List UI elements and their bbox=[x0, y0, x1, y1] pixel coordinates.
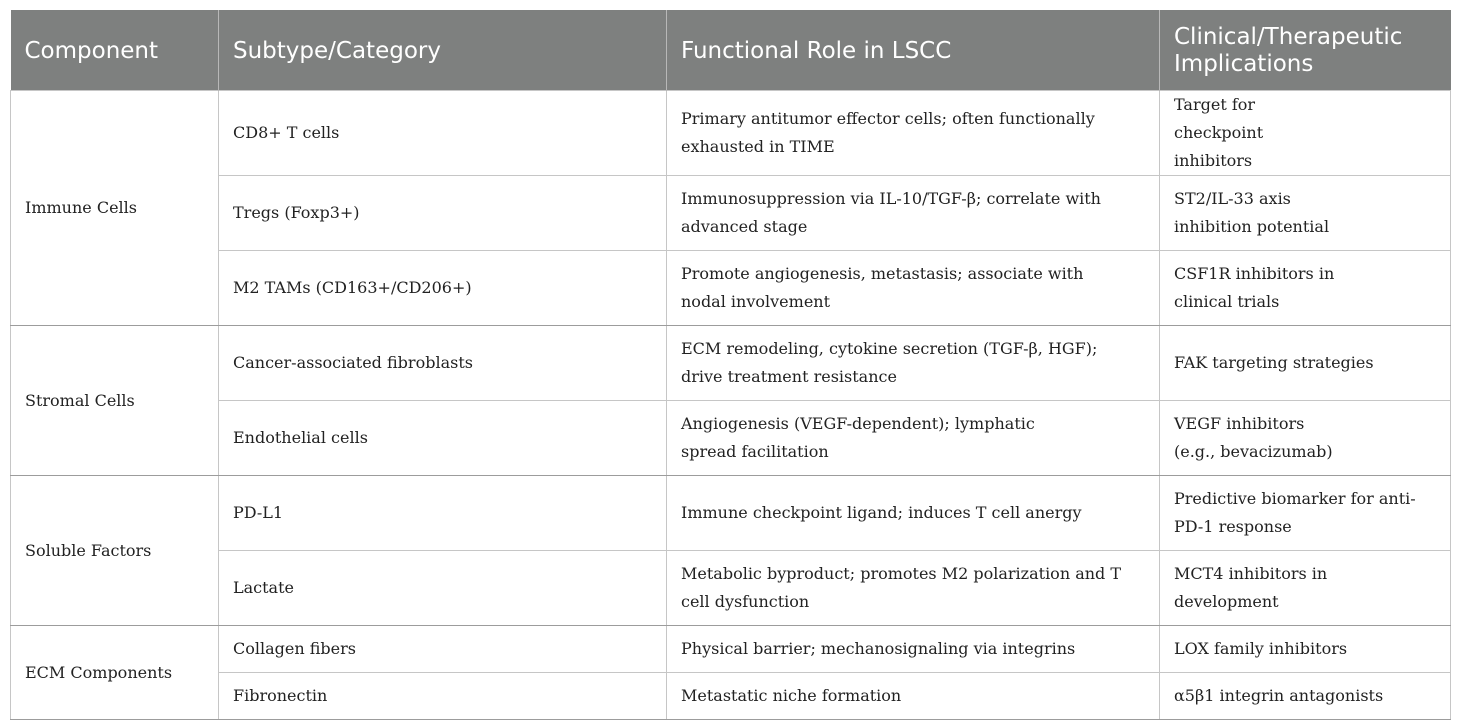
table-row bbox=[11, 401, 1451, 476]
subtype-cell: Cancer-associated fibroblasts bbox=[219, 326, 667, 401]
role-cell: Immune checkpoint ligand; induces T cell anergy bbox=[667, 476, 1160, 551]
role-cell: ECM remodeling, cytokine secretion (TGF-β, HGF); drive treatment resistance bbox=[667, 326, 1160, 401]
table-row bbox=[11, 551, 1451, 626]
table-row bbox=[11, 91, 1451, 176]
implications-cell: VEGF inhibitors (e.g., bevacizumab) bbox=[1160, 401, 1451, 476]
implications-cell: FAK targeting strategies bbox=[1160, 326, 1451, 401]
subtype-cell: Lactate bbox=[219, 551, 667, 626]
table-row bbox=[11, 476, 1451, 551]
subtype-cell: CD8+ T cells bbox=[219, 91, 667, 176]
implications-cell: ST2/IL-33 axis inhibition potential bbox=[1160, 176, 1451, 251]
table-row bbox=[11, 626, 1451, 673]
role-cell: Promote angiogenesis, metastasis; associate with nodal involvement bbox=[667, 251, 1160, 326]
header-component: Component bbox=[11, 10, 219, 91]
implications-cell: LOX family inhibitors bbox=[1160, 626, 1451, 673]
role-cell: Angiogenesis (VEGF-dependent); lymphatic spread facilitation bbox=[667, 401, 1160, 476]
subtype-cell: M2 TAMs (CD163+/CD206+) bbox=[219, 251, 667, 326]
table-row bbox=[11, 326, 1451, 401]
role-cell: Metastatic niche formation bbox=[667, 673, 1160, 720]
table-body bbox=[11, 91, 1451, 720]
implications-cell: Predictive biomarker for anti-PD-1 response bbox=[1160, 476, 1451, 551]
table-header bbox=[11, 10, 1451, 91]
header-row bbox=[11, 10, 1451, 91]
component-cell: Soluble Factors bbox=[11, 476, 219, 626]
implications-cell: Target for checkpoint inhibitors bbox=[1160, 91, 1451, 176]
tme-components-table bbox=[10, 10, 1451, 720]
component-cell: ECM Components bbox=[11, 626, 219, 720]
implications-cell: CSF1R inhibitors in clinical trials bbox=[1160, 251, 1451, 326]
subtype-cell: PD-L1 bbox=[219, 476, 667, 551]
header-clinical-implications: Clinical/Therapeutic Implications bbox=[1160, 10, 1451, 91]
component-cell: Immune Cells bbox=[11, 91, 219, 326]
role-cell: Metabolic byproduct; promotes M2 polarization and T cell dysfunction bbox=[667, 551, 1160, 626]
implications-cell: α5β1 integrin antagonists bbox=[1160, 673, 1451, 720]
table-row bbox=[11, 176, 1451, 251]
header-subtype: Subtype/Category bbox=[219, 10, 667, 91]
table-row bbox=[11, 673, 1451, 720]
table-row bbox=[11, 251, 1451, 326]
implications-cell: MCT4 inhibitors in development bbox=[1160, 551, 1451, 626]
role-cell: Immunosuppression via IL-10/TGF-β; correlate with advanced stage bbox=[667, 176, 1160, 251]
subtype-cell: Collagen fibers bbox=[219, 626, 667, 673]
subtype-cell: Tregs (Foxp3+) bbox=[219, 176, 667, 251]
header-functional-role: Functional Role in LSCC bbox=[667, 10, 1160, 91]
component-cell: Stromal Cells bbox=[11, 326, 219, 476]
subtype-cell: Fibronectin bbox=[219, 673, 667, 720]
subtype-cell: Endothelial cells bbox=[219, 401, 667, 476]
role-cell: Physical barrier; mechanosignaling via integrins bbox=[667, 626, 1160, 673]
role-cell: Primary antitumor effector cells; often functionally exhausted in TIME bbox=[667, 91, 1160, 176]
